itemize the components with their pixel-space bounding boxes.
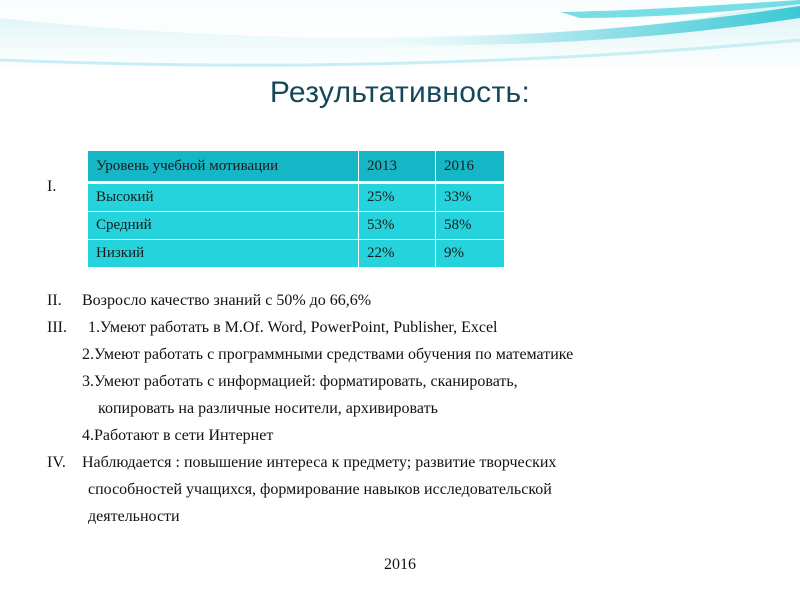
result-line-quality: Возросло качество знаний с 50% до 66,6% <box>82 292 372 309</box>
result-line-internet: 4.Работают в сети Интернет <box>82 427 274 444</box>
section-one-marker: I. <box>47 178 57 195</box>
result-line-interest-end: деятельности <box>88 508 180 525</box>
result-line-information-cont: копировать на различные носители, архивировать <box>98 400 438 417</box>
table-cell: 25% <box>359 183 436 212</box>
table-row <box>88 240 505 268</box>
table-cell: 9% <box>436 240 505 268</box>
list-marker-iii: III. <box>47 319 67 336</box>
footer-year: 2016 <box>384 556 416 573</box>
table-cell: Средний <box>88 212 359 240</box>
table-row <box>88 183 505 212</box>
result-line-interest: Наблюдается : повышение интереса к предмету; развитие творческих <box>82 454 557 471</box>
result-line-interest-cont: способностей учащихся, формирование навыков исследовательской <box>88 481 552 498</box>
header-cell-2016: 2016 <box>436 151 505 183</box>
table-cell: 33% <box>436 183 505 212</box>
table-cell: Высокий <box>88 183 359 212</box>
table-cell: 58% <box>436 212 505 240</box>
table-cell: Низкий <box>88 240 359 268</box>
list-marker-iv: IV. <box>47 454 66 471</box>
table-header-row <box>88 151 505 183</box>
result-line-information: 3.Умеют работать с информацией: форматировать, сканировать, <box>82 373 518 390</box>
result-line-office: 1.Умеют работать в M.Of. Word, PowerPoint, Publisher, Excel <box>88 319 498 336</box>
table-cell: 22% <box>359 240 436 268</box>
motivation-table <box>87 150 505 268</box>
header-cell-2013: 2013 <box>359 151 436 183</box>
header-cell-level: Уровень учебной мотивации <box>88 151 359 183</box>
page-title: Результативность: <box>269 76 531 109</box>
table-cell: 53% <box>359 212 436 240</box>
result-line-math-software: 2.Умеют работать с программными средствами обучения по математике <box>82 346 574 363</box>
table-row <box>88 212 505 240</box>
list-marker-ii: II. <box>47 292 62 309</box>
